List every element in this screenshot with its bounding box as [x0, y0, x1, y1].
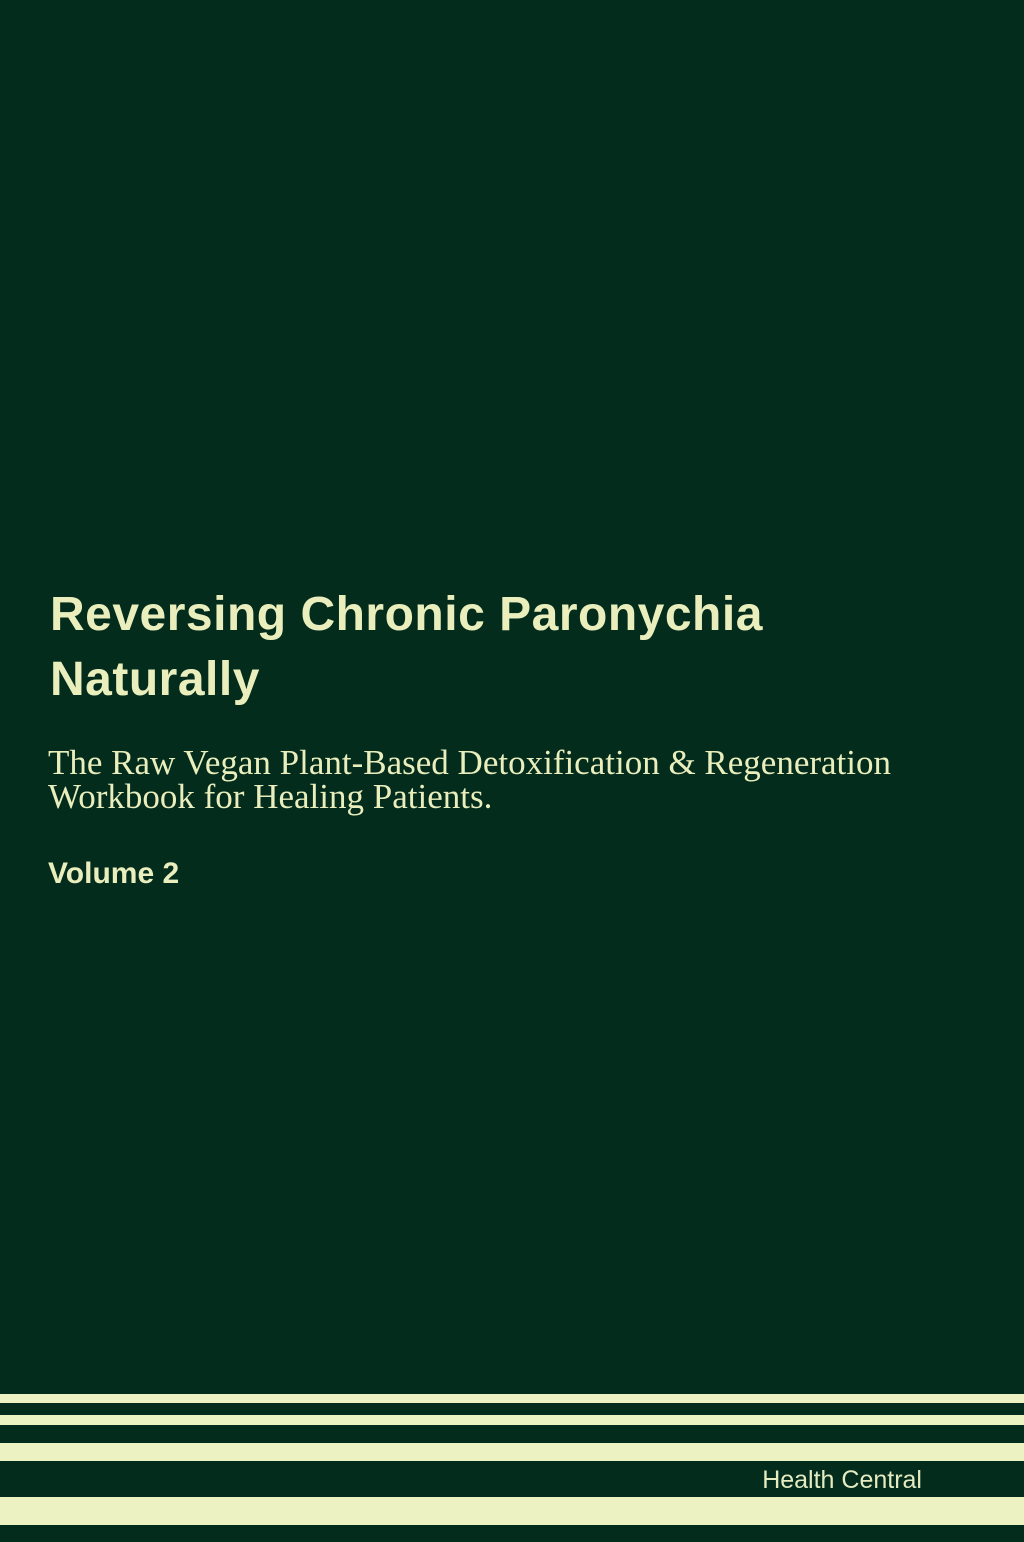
- footer-stripe-4: [0, 1497, 1024, 1525]
- title-line-2: Naturally: [50, 653, 260, 706]
- footer-stripe-3: [0, 1443, 1024, 1461]
- footer-stripe-1: [0, 1394, 1024, 1403]
- book-subtitle: [48, 743, 948, 816]
- title-line-1: Reversing Chronic Paronychia: [50, 588, 763, 641]
- subtitle-line-1: The Raw Vegan Plant-Based Detoxification & Regeneration: [48, 743, 892, 782]
- subtitle-line-2: Workbook for Healing Patients.: [48, 777, 493, 816]
- footer-stripe-2: [0, 1415, 1024, 1425]
- volume-label: Volume 2: [48, 857, 180, 890]
- publisher-name: Health Central: [762, 1466, 922, 1494]
- book-title: [50, 582, 950, 712]
